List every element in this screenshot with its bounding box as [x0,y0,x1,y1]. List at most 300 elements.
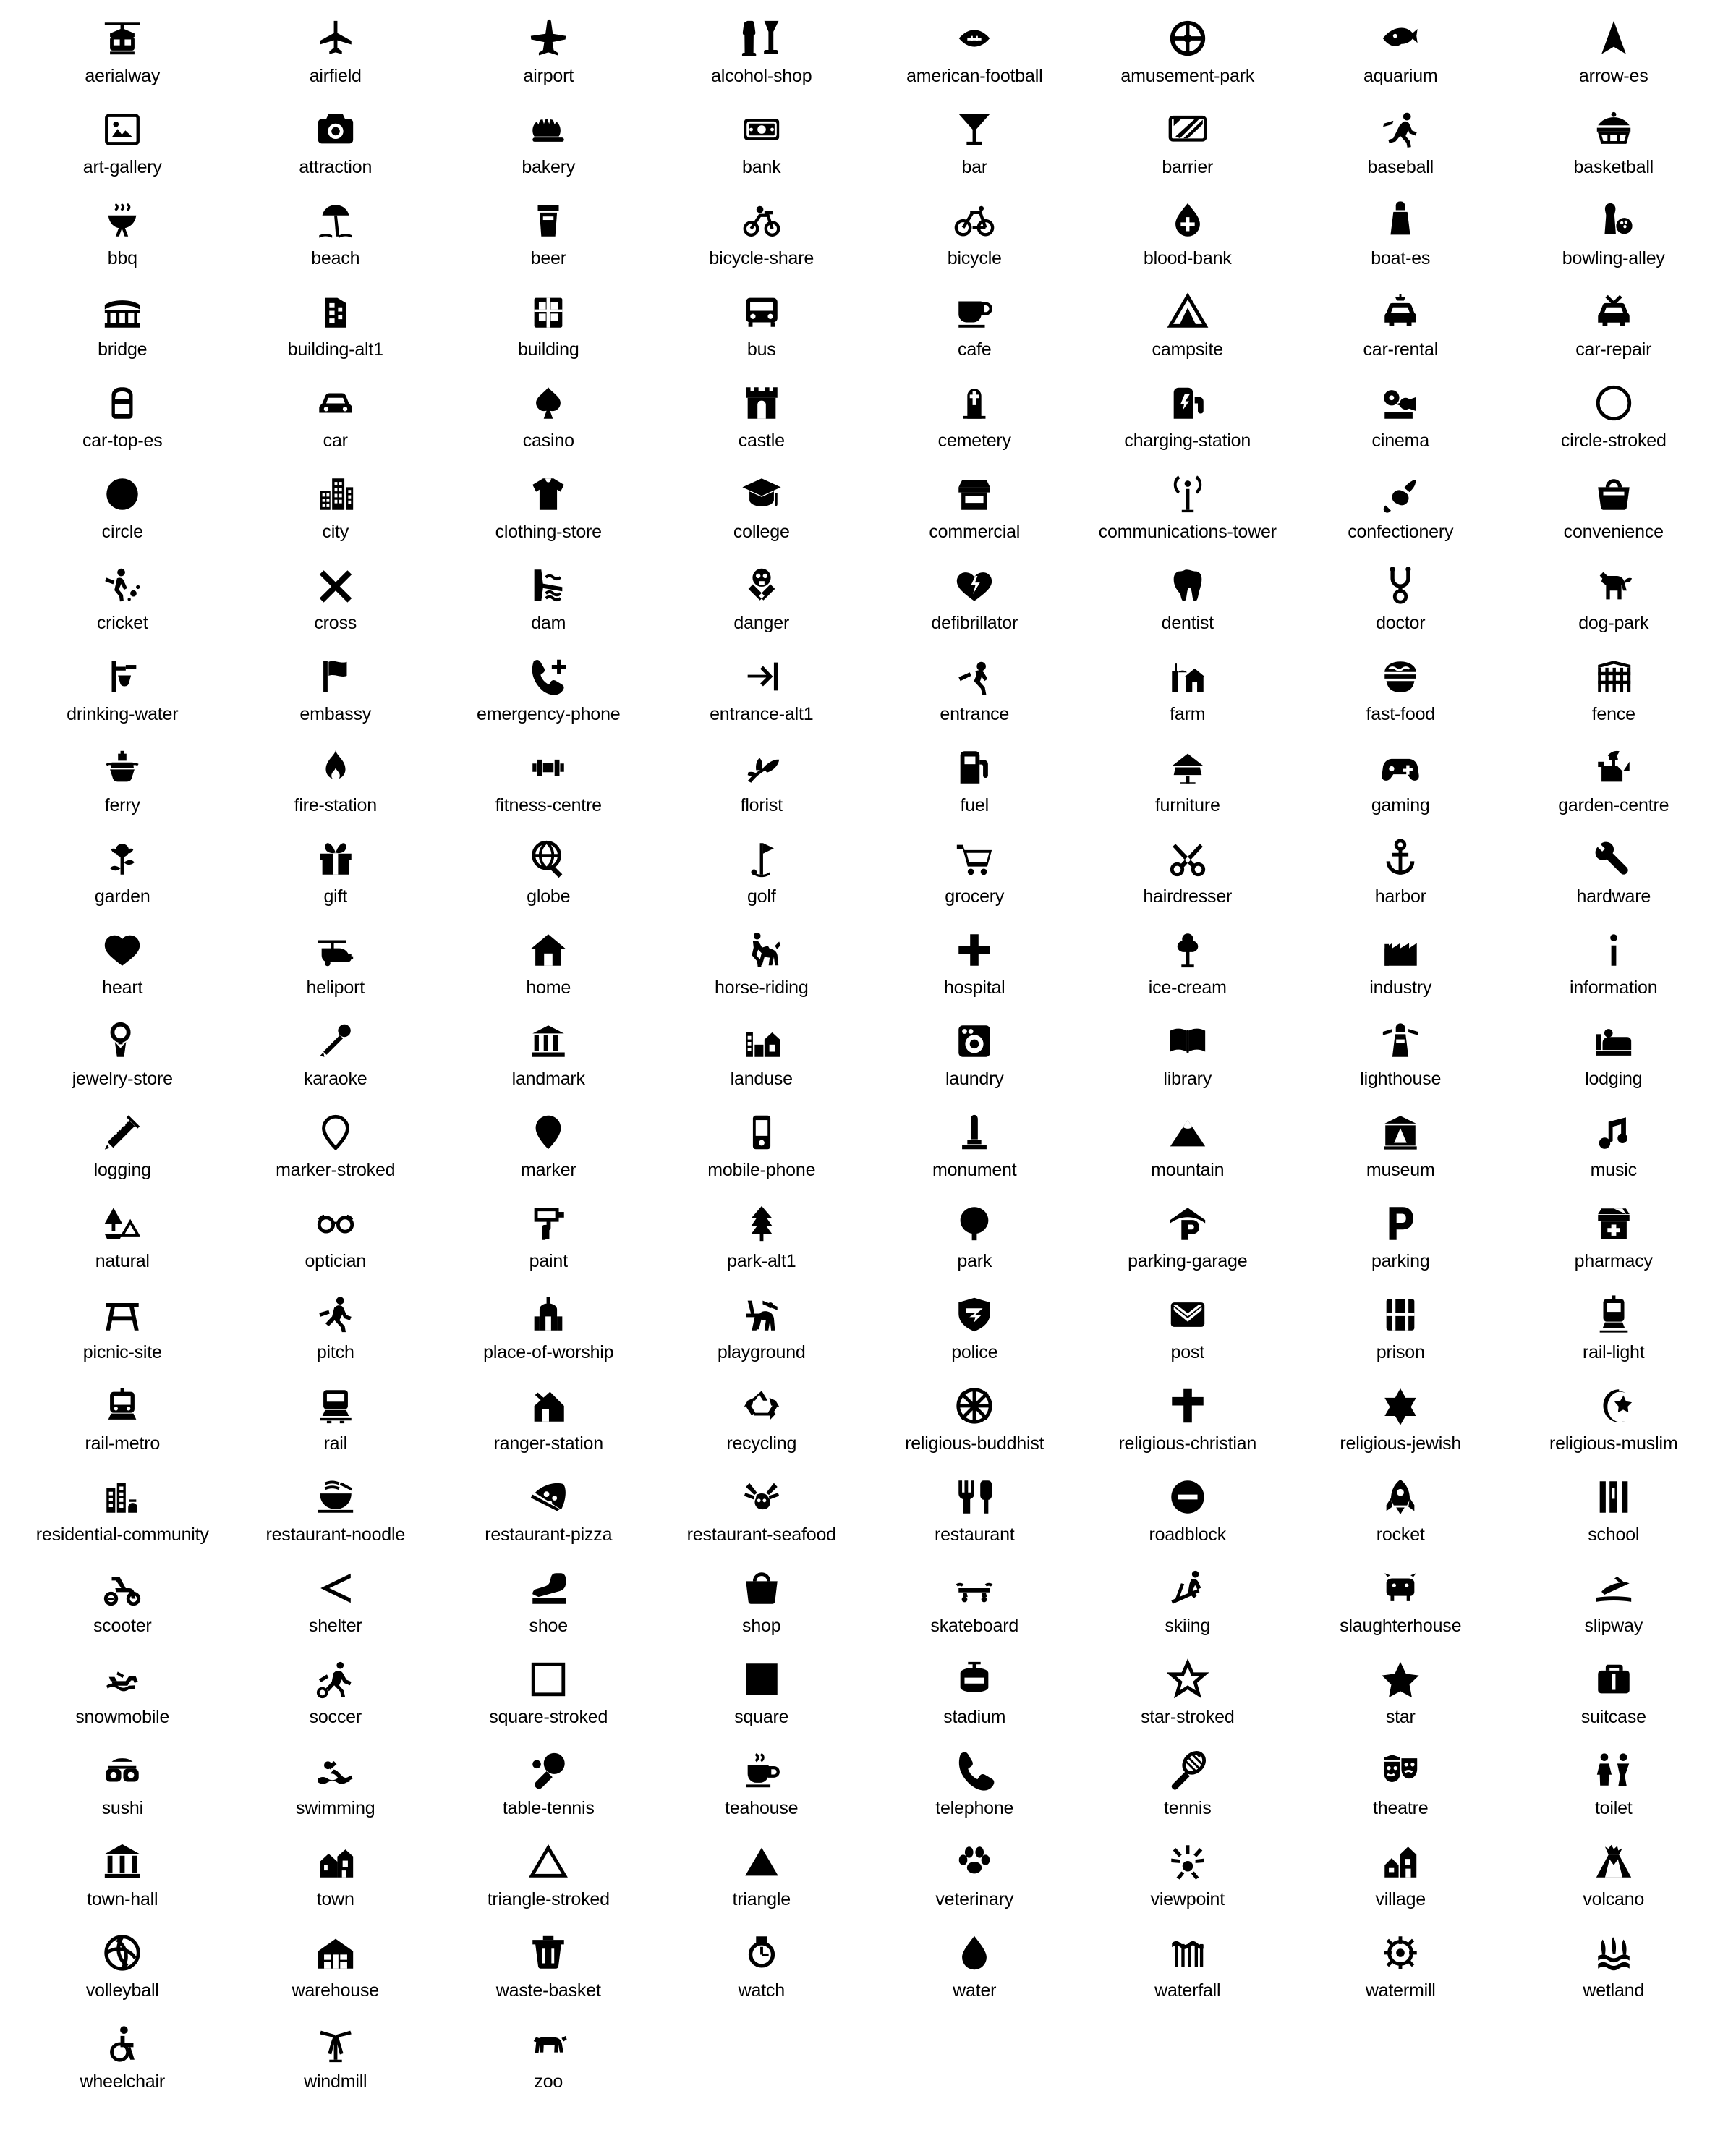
alcohol-shop-icon [741,13,783,64]
icon-cell-circle-stroked[interactable] [1507,372,1721,463]
icon-label: bowling-alley [1562,248,1665,268]
recycling-icon [741,1381,783,1431]
icon-cell-gaming[interactable] [1294,737,1507,828]
icon-cell-triangle-stroked[interactable] [442,1831,655,1922]
icon-cell-wheelchair[interactable] [16,2013,229,2104]
icon-cell-parking-garage[interactable] [1081,1192,1295,1284]
icon-cell-cricket[interactable] [16,554,229,645]
icon-cell-ranger-station[interactable] [442,1375,655,1466]
icon-cell-triangle[interactable] [655,1831,869,1922]
icon-label: square [734,1707,789,1727]
icon-label: playground [717,1342,806,1362]
icon-cell-paint[interactable] [442,1192,655,1284]
icon-cell-place-of-worship[interactable] [442,1284,655,1375]
icon-cell-charging-station[interactable] [1081,372,1295,463]
icon-label: information [1570,978,1658,998]
restaurant-noodle-icon [315,1472,357,1522]
icon-label: grocery [945,886,1005,907]
icon-cell-volcano[interactable] [1507,1831,1721,1922]
icon-label: dentist [1161,613,1214,633]
dam-icon [527,560,569,611]
icon-cell-information[interactable] [1507,919,1721,1010]
town-hall-icon [101,1836,143,1887]
icon-cell-bridge[interactable] [16,281,229,372]
icon-cell-monument[interactable] [868,1101,1081,1192]
icon-cell-car-rental[interactable] [1294,281,1507,372]
icon-cell-bank[interactable] [655,98,869,190]
icon-cell-florist[interactable] [655,737,869,828]
embassy-icon [315,651,357,702]
icon-cell-religious-christian[interactable] [1081,1375,1295,1466]
icon-cell-airfield[interactable] [229,7,443,98]
playground-icon [741,1289,783,1340]
icon-label: rail [323,1433,348,1454]
icon-cell-natural[interactable] [16,1192,229,1284]
icon-cell-arrow-es[interactable] [1507,7,1721,98]
icon-label: florist [740,795,783,815]
icon-cell-roadblock[interactable] [1081,1466,1295,1557]
icon-cell-rail-metro[interactable] [16,1375,229,1466]
icon-cell-fast-food[interactable] [1294,645,1507,737]
icon-label: school [1588,1525,1640,1545]
icon-label: bank [742,157,781,177]
icon-cell-drinking-water[interactable] [16,645,229,737]
cross-icon [315,560,357,611]
icon-cell-attraction[interactable] [229,98,443,190]
icon-cell-shop[interactable] [655,1557,869,1648]
icon-label: police [951,1342,998,1362]
icon-cell-volleyball[interactable] [16,1922,229,2013]
icon-cell-alcohol-shop[interactable] [655,7,869,98]
icon-cell-cross[interactable] [229,554,443,645]
icon-cell-hardware[interactable] [1507,828,1721,919]
icon-cell-circle[interactable] [16,463,229,554]
icon-cell-doctor[interactable] [1294,554,1507,645]
icon-label: cross [314,613,357,633]
icon-cell-pharmacy[interactable] [1507,1192,1721,1284]
icon-cell-cafe[interactable] [868,281,1081,372]
icon-cell-slipway[interactable] [1507,1557,1721,1648]
icon-cell-american-football[interactable] [868,7,1081,98]
table-tennis-icon [527,1745,569,1796]
rail-light-icon [1593,1289,1635,1340]
icon-cell-shoe[interactable] [442,1557,655,1648]
hospital-icon [953,925,995,975]
icon-label: laundry [945,1069,1004,1089]
icon-cell-defibrillator[interactable] [868,554,1081,645]
icon-cell-aerialway[interactable] [16,7,229,98]
icon-cell-jewelry-store[interactable] [16,1010,229,1101]
theatre-icon [1379,1745,1421,1796]
icon-cell-square-stroked[interactable] [442,1648,655,1739]
icon-label: shelter [308,1616,362,1636]
car-rental-icon [1379,287,1421,337]
icon-label: bicycle-share [709,248,814,268]
icon-cell-rocket[interactable] [1294,1466,1507,1557]
golf-icon [741,834,783,884]
icon-cell-entrance[interactable] [868,645,1081,737]
icon-cell-skateboard[interactable] [868,1557,1081,1648]
icon-cell-gift[interactable] [229,828,443,919]
icon-label: rail-light [1582,1342,1645,1362]
icon-cell-town[interactable] [229,1831,443,1922]
bus-icon [741,287,783,337]
icon-cell-park-alt1[interactable] [655,1192,869,1284]
icon-cell-star-stroked[interactable] [1081,1648,1295,1739]
icon-cell-watch[interactable] [655,1922,869,2013]
windmill-icon [315,2019,357,2069]
icon-cell-furniture[interactable] [1081,737,1295,828]
icon-label: defibrillator [931,613,1018,633]
icon-cell-marker-stroked[interactable] [229,1101,443,1192]
icon-label: bar [961,157,988,177]
bowling-alley-icon [1593,195,1635,246]
fuel-icon [953,742,995,793]
icon-cell-tennis[interactable] [1081,1739,1295,1831]
triangle-icon [741,1836,783,1887]
icon-cell-casino[interactable] [442,372,655,463]
icon-cell-snowmobile[interactable] [16,1648,229,1739]
karaoke-icon [315,1016,357,1066]
icon-cell-boat-es[interactable] [1294,190,1507,281]
icon-cell-garden[interactable] [16,828,229,919]
communications-tower-icon [1167,469,1209,520]
icon-cell-hairdresser[interactable] [1081,828,1295,919]
icon-cell-bakery[interactable] [442,98,655,190]
village-icon [1379,1836,1421,1887]
icon-cell-bicycle-share[interactable] [655,190,869,281]
icon-cell-clothing-store[interactable] [442,463,655,554]
dog-park-icon [1593,560,1635,611]
icon-cell-post[interactable] [1081,1284,1295,1375]
emergency-phone-icon [527,651,569,702]
museum-icon [1379,1107,1421,1158]
icon-cell-entrance-alt1[interactable] [655,645,869,737]
icon-cell-laundry[interactable] [868,1010,1081,1101]
icon-label: college [733,522,790,542]
icon-cell-marker[interactable] [442,1101,655,1192]
attraction-icon [315,104,357,155]
skateboard-icon [953,1563,995,1613]
garden-centre-icon [1593,742,1635,793]
icon-cell-veterinary[interactable] [868,1831,1081,1922]
icon-label: fast-food [1366,704,1435,724]
icon-cell-baseball[interactable] [1294,98,1507,190]
icon-cell-waste-basket[interactable] [442,1922,655,2013]
icon-label: stadium [943,1707,1006,1727]
icon-cell-amusement-park[interactable] [1081,7,1295,98]
icon-cell-airport[interactable] [442,7,655,98]
optician-icon [315,1198,357,1249]
bar-icon [953,104,995,155]
icon-cell-landmark[interactable] [442,1010,655,1101]
icon-cell-library[interactable] [1081,1010,1295,1101]
icon-label: optician [305,1251,367,1271]
icon-cell-bar[interactable] [868,98,1081,190]
icon-cell-swimming[interactable] [229,1739,443,1831]
icon-cell-rail[interactable] [229,1375,443,1466]
icon-cell-lodging[interactable] [1507,1010,1721,1101]
icon-cell-fitness-centre[interactable] [442,737,655,828]
icon-cell-sushi[interactable] [16,1739,229,1831]
laundry-icon [953,1016,995,1066]
icon-cell-religious-buddhist[interactable] [868,1375,1081,1466]
icon-cell-building[interactable] [442,281,655,372]
icon-cell-zoo[interactable] [442,2013,655,2104]
icon-label: farm [1170,704,1206,724]
icon-label: campsite [1152,339,1223,360]
icon-cell-art-gallery[interactable] [16,98,229,190]
harbor-icon [1379,834,1421,884]
industry-icon [1379,925,1421,975]
icon-label: car-top-es [82,431,163,451]
icon-cell-warehouse[interactable] [229,1922,443,2013]
icon-label: karaoke [303,1069,367,1089]
icon-cell-skiing[interactable] [1081,1557,1295,1648]
stadium-icon [953,1654,995,1705]
icon-cell-restaurant-noodle[interactable] [229,1466,443,1557]
icon-cell-car[interactable] [229,372,443,463]
icon-label: amusement-park [1120,66,1255,86]
icon-label: post [1170,1342,1204,1362]
icon-label: fuel [960,795,989,815]
icon-label: wheelchair [80,2071,165,2092]
icon-label: star-stroked [1140,1707,1235,1727]
icon-cell-beach[interactable] [229,190,443,281]
icon-cell-restaurant-seafood[interactable] [655,1466,869,1557]
icon-cell-campsite[interactable] [1081,281,1295,372]
icon-label: religious-christian [1118,1433,1257,1454]
icon-label: mountain [1151,1160,1225,1180]
icon-cell-museum[interactable] [1294,1101,1507,1192]
icon-cell-home[interactable] [442,919,655,1010]
icon-label: snowmobile [75,1707,170,1727]
star-stroked-icon [1167,1654,1209,1705]
icon-label: hospital [943,978,1005,998]
icon-cell-bus[interactable] [655,281,869,372]
icon-cell-heliport[interactable] [229,919,443,1010]
icon-cell-emergency-phone[interactable] [442,645,655,737]
icon-cell-slaughterhouse[interactable] [1294,1557,1507,1648]
icon-label: music [1590,1160,1637,1180]
icon-cell-dam[interactable] [442,554,655,645]
icon-label: restaurant [934,1525,1015,1545]
marker-stroked-icon [315,1107,357,1158]
icon-cell-college[interactable] [655,463,869,554]
icon-cell-prison[interactable] [1294,1284,1507,1375]
icon-cell-castle[interactable] [655,372,869,463]
globe-icon [527,834,569,884]
icon-cell-horse-riding[interactable] [655,919,869,1010]
icon-cell-music[interactable] [1507,1101,1721,1192]
icon-label: triangle [732,1889,791,1909]
icon-cell-grocery[interactable] [868,828,1081,919]
icon-cell-theatre[interactable] [1294,1739,1507,1831]
icon-cell-soccer[interactable] [229,1648,443,1739]
arrow-es-icon [1593,13,1635,64]
icon-cell-aquarium[interactable] [1294,7,1507,98]
icon-cell-bowling-alley[interactable] [1507,190,1721,281]
icon-cell-golf[interactable] [655,828,869,919]
icon-cell-cemetery[interactable] [868,372,1081,463]
icon-cell-confectionery[interactable] [1294,463,1507,554]
home-icon [527,925,569,975]
icon-label: dog-park [1578,613,1649,633]
icon-cell-picnic-site[interactable] [16,1284,229,1375]
icon-label: car-rental [1363,339,1439,360]
slaughterhouse-icon [1379,1563,1421,1613]
icon-cell-farm[interactable] [1081,645,1295,737]
icon-cell-cinema[interactable] [1294,372,1507,463]
icon-cell-landuse[interactable] [655,1010,869,1101]
icon-cell-toilet[interactable] [1507,1739,1721,1831]
icon-cell-religious-muslim[interactable] [1507,1375,1721,1466]
icon-cell-suitcase[interactable] [1507,1648,1721,1739]
icon-cell-school[interactable] [1507,1466,1721,1557]
icon-cell-pitch[interactable] [229,1284,443,1375]
restaurant-icon [953,1472,995,1522]
icon-cell-square[interactable] [655,1648,869,1739]
icon-label: building [517,339,579,360]
icon-cell-basketball[interactable] [1507,98,1721,190]
landuse-icon [741,1016,783,1066]
icon-cell-parking[interactable] [1294,1192,1507,1284]
icon-cell-ice-cream[interactable] [1081,919,1295,1010]
icon-label: park [957,1251,992,1271]
icon-cell-rail-light[interactable] [1507,1284,1721,1375]
icon-cell-logging[interactable] [16,1101,229,1192]
icon-cell-karaoke[interactable] [229,1010,443,1101]
icon-cell-bicycle[interactable] [868,190,1081,281]
icon-cell-car-repair[interactable] [1507,281,1721,372]
art-gallery-icon [101,104,143,155]
ranger-station-icon [527,1381,569,1431]
icon-cell-fuel[interactable] [868,737,1081,828]
icon-cell-garden-centre[interactable] [1507,737,1721,828]
mountain-icon [1167,1107,1209,1158]
icon-cell-playground[interactable] [655,1284,869,1375]
icon-cell-blood-bank[interactable] [1081,190,1295,281]
icon-label: boat-es [1371,248,1431,268]
icon-cell-restaurant-pizza[interactable] [442,1466,655,1557]
icon-cell-star[interactable] [1294,1648,1507,1739]
icon-cell-shelter[interactable] [229,1557,443,1648]
icon-cell-fence[interactable] [1507,645,1721,737]
icon-cell-telephone[interactable] [868,1739,1081,1831]
icon-cell-city[interactable] [229,463,443,554]
entrance-alt1-icon [741,651,783,702]
icon-cell-park[interactable] [868,1192,1081,1284]
icon-cell-dentist[interactable] [1081,554,1295,645]
icon-cell-residential-community[interactable] [16,1466,229,1557]
icon-cell-recycling[interactable] [655,1375,869,1466]
icon-label: golf [746,886,776,907]
icon-cell-table-tennis[interactable] [442,1739,655,1831]
icon-cell-harbor[interactable] [1294,828,1507,919]
airport-icon [527,13,569,64]
religious-christian-icon [1167,1381,1209,1431]
icon-label: square-stroked [489,1707,608,1727]
icon-label: clothing-store [495,522,602,542]
icon-label: emergency-phone [476,704,621,724]
car-repair-icon [1593,287,1635,337]
school-icon [1593,1472,1635,1522]
icon-label: marker [520,1160,576,1180]
icon-cell-mountain[interactable] [1081,1101,1295,1192]
icon-cell-industry[interactable] [1294,919,1507,1010]
american-football-icon [953,13,995,64]
icon-cell-building-alt1[interactable] [229,281,443,372]
icon-label: building-alt1 [287,339,383,360]
cemetery-icon [953,378,995,428]
icon-cell-communications-tower[interactable] [1081,463,1295,554]
icon-cell-barrier[interactable] [1081,98,1295,190]
shop-icon [741,1563,783,1613]
icon-label: car-repair [1575,339,1652,360]
icon-label: tennis [1163,1798,1212,1818]
icon-cell-police[interactable] [868,1284,1081,1375]
icon-cell-restaurant[interactable] [868,1466,1081,1557]
bicycle-share-icon [741,195,783,246]
icon-cell-car-top-es[interactable] [16,372,229,463]
icon-cell-convenience[interactable] [1507,463,1721,554]
icon-cell-waterfall[interactable] [1081,1922,1295,2013]
icon-cell-teahouse[interactable] [655,1739,869,1831]
icon-label: casino [522,431,574,451]
icon-cell-windmill[interactable] [229,2013,443,2104]
icon-cell-heart[interactable] [16,919,229,1010]
icon-cell-scooter[interactable] [16,1557,229,1648]
icon-cell-ferry[interactable] [16,737,229,828]
icon-cell-commercial[interactable] [868,463,1081,554]
icon-cell-village[interactable] [1294,1831,1507,1922]
icon-label: baseball [1367,157,1434,177]
paint-icon [527,1198,569,1249]
icon-cell-water[interactable] [868,1922,1081,2013]
icon-cell-globe[interactable] [442,828,655,919]
clothing-store-icon [527,469,569,520]
icon-cell-viewpoint[interactable] [1081,1831,1295,1922]
icon-label: aerialway [85,66,161,86]
icon-cell-bbq[interactable] [16,190,229,281]
park-alt1-icon [741,1198,783,1249]
icon-cell-dog-park[interactable] [1507,554,1721,645]
icon-cell-embassy[interactable] [229,645,443,737]
icon-cell-mobile-phone[interactable] [655,1101,869,1192]
icon-cell-optician[interactable] [229,1192,443,1284]
icon-cell-hospital[interactable] [868,919,1081,1010]
icon-cell-lighthouse[interactable] [1294,1010,1507,1101]
gaming-icon [1379,742,1421,793]
casino-icon [527,378,569,428]
icon-cell-town-hall[interactable] [16,1831,229,1922]
icon-label: cafe [958,339,992,360]
icon-label: prison [1376,1342,1425,1362]
garden-icon [101,834,143,884]
icon-cell-fire-station[interactable] [229,737,443,828]
icon-cell-religious-jewish[interactable] [1294,1375,1507,1466]
icon-cell-stadium[interactable] [868,1648,1081,1739]
heart-icon [101,925,143,975]
icon-label: danger [733,613,790,633]
icon-cell-danger[interactable] [655,554,869,645]
hairdresser-icon [1167,834,1209,884]
icon-label: parking-garage [1128,1251,1248,1271]
icon-cell-watermill[interactable] [1294,1922,1507,2013]
icon-cell-wetland[interactable] [1507,1922,1721,2013]
icon-cell-beer[interactable] [442,190,655,281]
icon-label: car [323,431,348,451]
